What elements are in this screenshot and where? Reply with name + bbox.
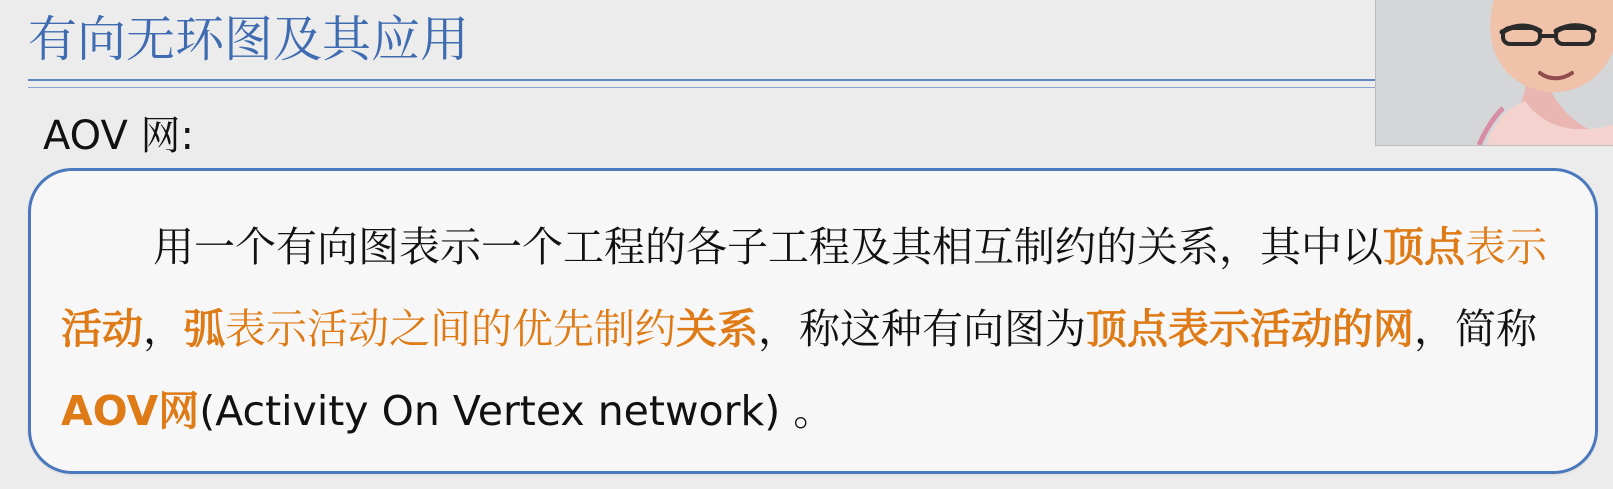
definition-ending: 。: [793, 387, 835, 435]
aov-full-term: 顶点表示活动的网: [1086, 305, 1414, 353]
definition-comma-3: ，简称: [1414, 305, 1537, 353]
vertex-mid-text: 表示: [1465, 223, 1547, 271]
title-rule-thin: [28, 87, 1413, 88]
english-term: (Activity On Vertex network): [199, 387, 781, 435]
slide-title: 有向无环图及其应用: [28, 11, 470, 68]
definition-comma-1: ，: [143, 305, 184, 353]
arc-term: 弧: [184, 305, 225, 353]
presenter-video[interactable]: [1375, 0, 1613, 146]
vertex-term: 顶点: [1383, 223, 1465, 271]
aov-short-term: AOV网: [61, 387, 200, 435]
title-rule-thick: [28, 79, 1413, 81]
definition-text: [61, 206, 1573, 452]
relation-term: 关系: [676, 305, 758, 353]
arc-description: 表示活动之间的优先制约: [225, 305, 676, 353]
definition-box: [28, 168, 1598, 474]
definition-comma-2: ，称这种有向图为: [758, 305, 1086, 353]
definition-line-1: 用一个有向图表示一个工程的各子工程及其相互制约的关系，其中: [153, 223, 1342, 271]
presenter-video-icon: [1376, 0, 1613, 145]
section-label: AOV 网:: [43, 113, 194, 159]
activity-term: 活动: [61, 305, 143, 353]
definition-intro: 以: [1342, 223, 1383, 271]
